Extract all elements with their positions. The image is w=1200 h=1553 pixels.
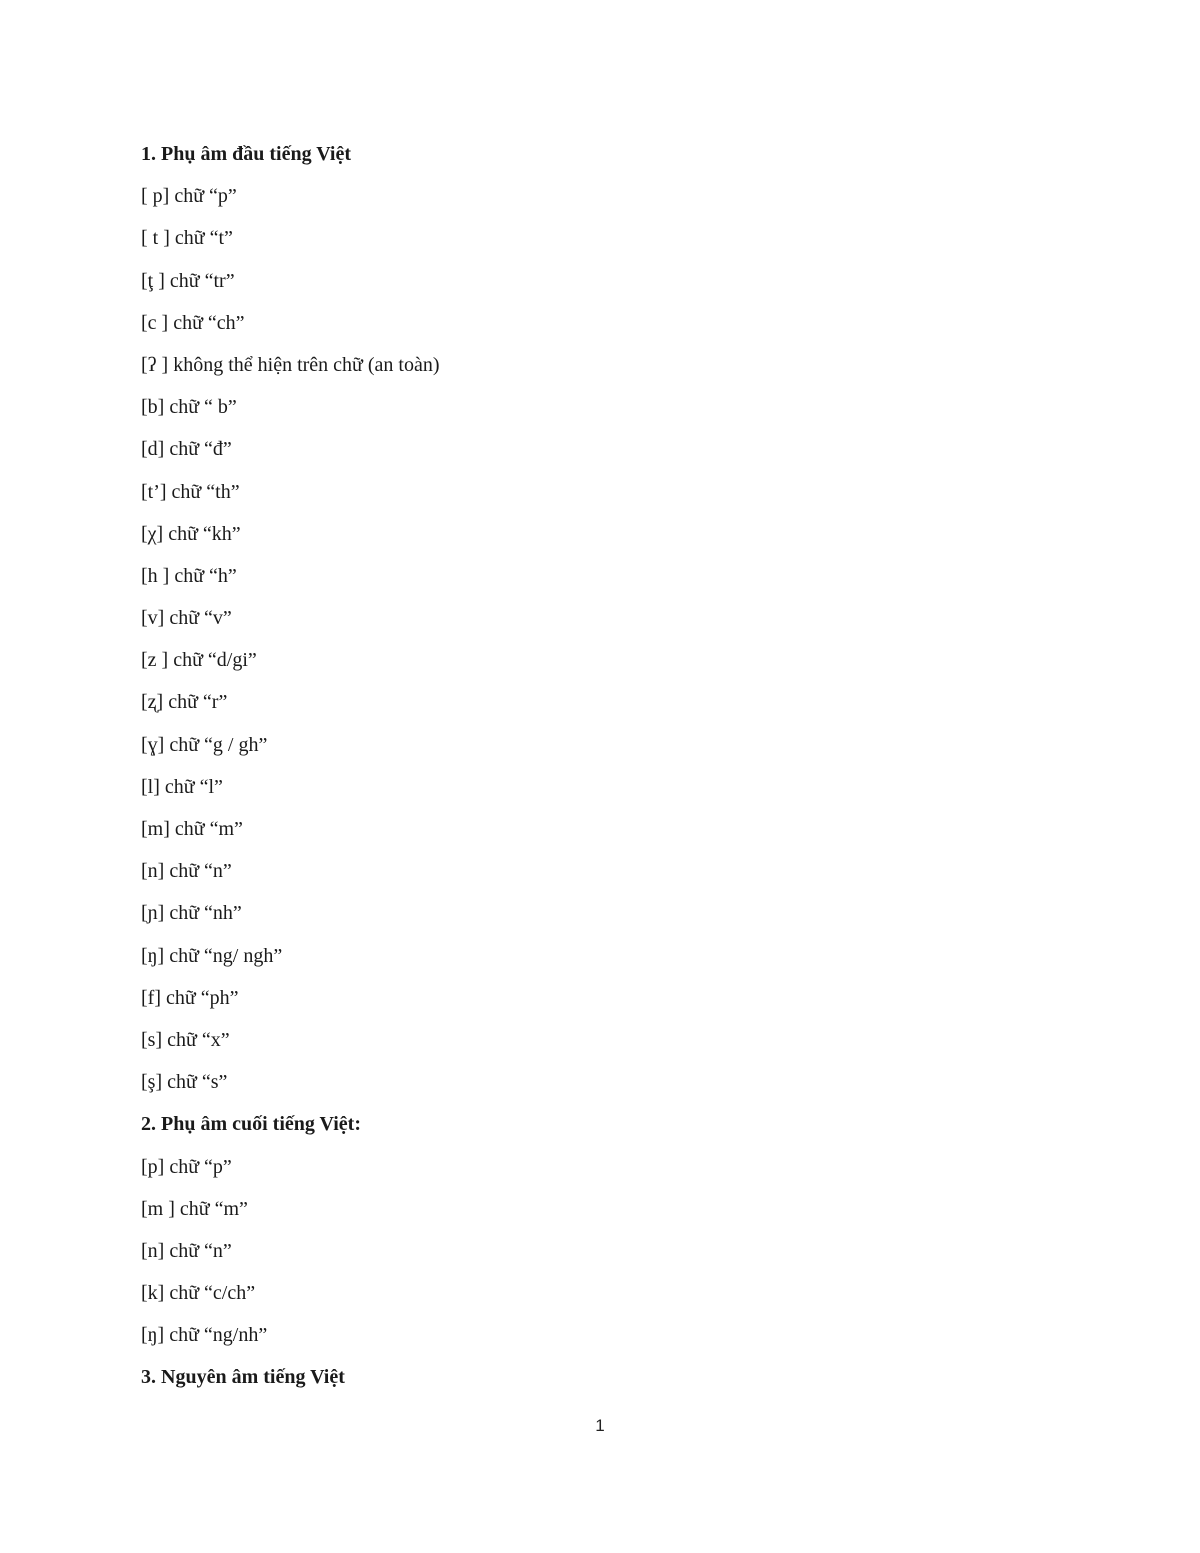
list-item: [ɲ] chữ “nh”	[141, 902, 242, 925]
list-item: [c ] chữ “ch”	[141, 311, 245, 334]
list-item: [s] chữ “x”	[141, 1028, 230, 1051]
list-item: [ɣ] chữ “g / gh”	[141, 733, 268, 756]
list-item: [f] chữ “ph”	[141, 986, 239, 1009]
list-item: [k] chữ “c/ch”	[141, 1282, 256, 1305]
list-item: [ p] chữ “p”	[141, 185, 237, 208]
list-item: [m ] chữ “m”	[141, 1197, 248, 1220]
list-item: [t’] chữ “th”	[141, 480, 240, 503]
list-item: [p] chữ “p”	[141, 1155, 232, 1178]
list-item: [ʔ ] không thể hiện trên chữ (an toàn)	[141, 353, 440, 376]
list-item: [d] chữ “đ”	[141, 438, 232, 461]
list-item: [ʐ] chữ “r”	[141, 691, 228, 714]
list-item: [n] chữ “n”	[141, 860, 232, 883]
list-item: [m] chữ “m”	[141, 818, 243, 840]
section-heading-final-consonants: 2. Phụ âm cuối tiếng Việt:	[141, 1113, 361, 1136]
list-item: [n] chữ “n”	[141, 1239, 232, 1262]
section-heading-initial-consonants: 1. Phụ âm đầu tiếng Việt	[141, 143, 352, 165]
list-item: [χ] chữ “kh”	[141, 522, 241, 545]
list-item: [ t ] chữ “t”	[141, 227, 233, 250]
list-item: [ŋ] chữ “ng/nh”	[141, 1324, 268, 1347]
list-item: [v] chữ “v”	[141, 607, 232, 630]
list-item: [l] chữ “l”	[141, 775, 223, 798]
page-number: 1	[595, 1416, 605, 1435]
list-item: [ŋ] chữ “ng/ ngh”	[141, 944, 283, 967]
list-item: [ş] chữ “s”	[141, 1071, 228, 1094]
list-item: [b] chữ “ b”	[141, 396, 237, 419]
list-item: [h ] chữ “h”	[141, 564, 237, 587]
section-heading-vowels: 3. Nguyên âm tiếng Việt	[141, 1366, 345, 1389]
document-body	[141, 136, 1061, 1402]
list-item: [z ] chữ “d/gi”	[141, 649, 257, 672]
list-item: [ţ ] chữ “tr”	[141, 269, 235, 292]
